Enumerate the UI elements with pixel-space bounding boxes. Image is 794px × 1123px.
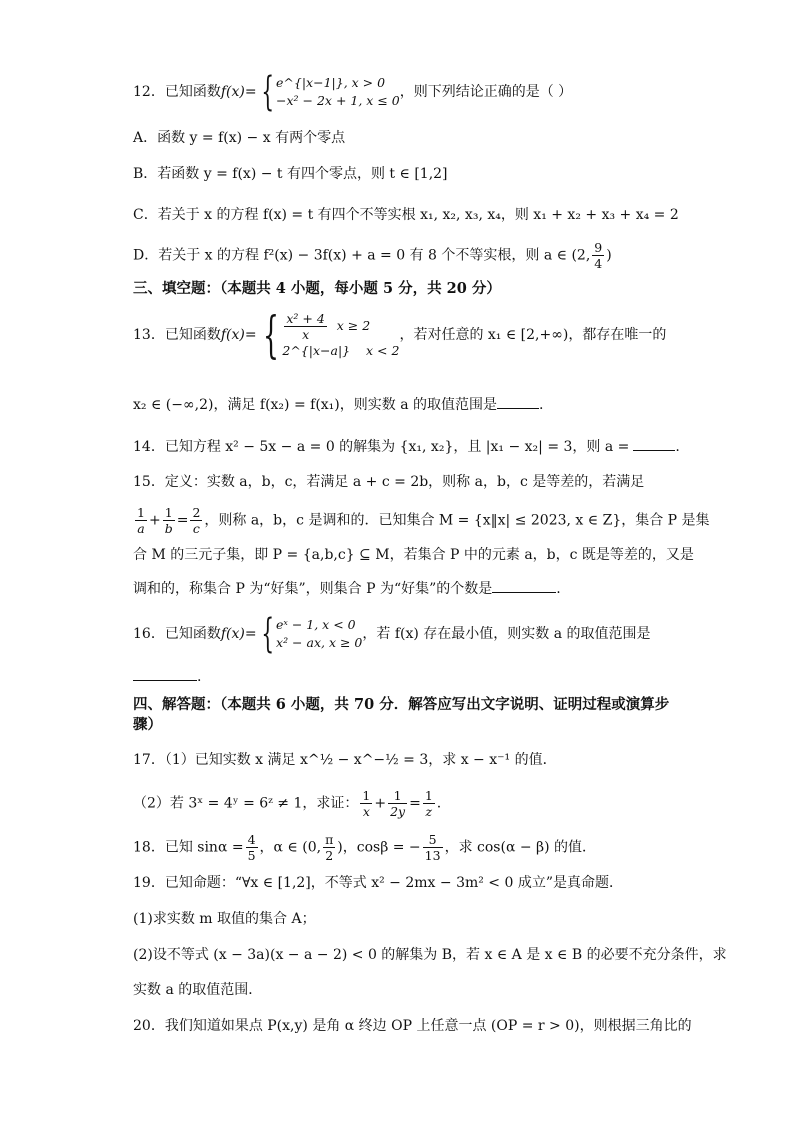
q15-frac-1a [135, 505, 147, 536]
q14-text: 14．已知方程 x² − 5x − a = 0 的解集为 {x₁, x₂}，且 |x₁ − x₂| = 3，则 a = [133, 439, 630, 455]
q16-func-name: f(x)= [220, 626, 257, 642]
q18-mid1: ，α ∈ (0, [259, 839, 322, 856]
q18-pi-num: π [325, 832, 334, 847]
q15-frac-2c-den: c [192, 521, 200, 536]
q18-sin-fraction [246, 832, 258, 863]
q15-frac-1b [163, 505, 175, 536]
q12-option-d-post: ) [606, 247, 612, 264]
q18-pi-fraction [323, 832, 335, 863]
q13-answer-blank[interactable] [497, 394, 539, 409]
q12-option-d [133, 240, 674, 271]
q13-func-name: f(x)= [220, 327, 257, 343]
q16-line2 [133, 666, 674, 687]
q17-frac-2y-num: 1 [388, 788, 407, 804]
q18-pre: 18．已知 sinα = [133, 839, 244, 856]
q13-cases [282, 311, 399, 360]
q18-pi-den: 2 [325, 848, 334, 863]
q13-case1 [282, 311, 399, 342]
q19-part1: (1)求实数 m 取值的集合 A； [133, 911, 316, 927]
q12-option-d-pre: D．若关于 x 的方程 f²(x) − 3f(x) + a = 0 有 8 个不等实根，则 a ∈ (2, [133, 247, 591, 264]
q17-frac-z [423, 788, 435, 819]
q12-stem-pre: 12．已知函数 [133, 84, 221, 100]
q12-stem-post: ，则下列结论正确的是（ ） [399, 84, 573, 100]
q13-stem [133, 306, 674, 364]
q12-option-c: C．若关于 x 的方程 f(x) = t 有四个不等实根 x₁, x₂, x₃, x₄，则 x₁ + x₂ + x₃ + x₄ = 2 [133, 207, 679, 223]
q18-cos-fraction [423, 832, 443, 863]
q19-part2-line2: 实数 a 的取值范围． [133, 982, 263, 998]
q15-frac-1b-den: b [164, 521, 173, 536]
q15-frac-1b-num: 1 [163, 505, 175, 521]
q15-line4 [133, 578, 674, 599]
q13-case1-fraction [284, 311, 326, 342]
q12-stem [133, 69, 674, 115]
q15-frac-1a-num: 1 [137, 505, 145, 520]
section-3-heading: 三、填空题：（本题共 4 小题，每小题 5 分，共 20 分） [133, 280, 501, 297]
q19-stem: 19．已知命题：“∀x ∈ [1,2]，不等式 x² − 2mx − 3m² < 0 成立”是真命题． [133, 875, 624, 891]
q17-part2: （2）若 3ˣ = 4ʸ = 6ᶻ ≠ 1，求证： $\frac{1}{x}$ + $\frac{1}{2y}$ = $\frac{1}{z}$ . [133, 788, 442, 819]
q15-line3: 合 M 的三元子集，即 P = {a,b,c} ⊆ M，若集合 P 中的元素 a，b，c 既是等差的，又是 [133, 547, 694, 563]
q12-case2: −x² − 2x + 1, x ≤ 0 [276, 93, 400, 108]
q13-case2-cond: x < 2 [366, 342, 400, 358]
q16-answer-blank[interactable] [133, 666, 197, 681]
q15-line2: $\frac{1}{a}$ + $\frac{1}{b}$ = $\frac{2}{c}$ ，则称 a，b，c 是调和的．已知集合 M = {x‖x| ≤ 2023, x ∈ Z}，集合 P 是集 [137, 505, 710, 536]
q17-part1: 17．（1）已知实数 x 满足 x^½ − x^−½ = 3，求 x − x⁻¹ 的值． [133, 752, 557, 768]
q12-case1: e^{|x−1|}, x > 0 [276, 75, 386, 90]
q12-brace: { [260, 69, 274, 115]
q18-sin-num: 4 [247, 832, 256, 847]
q13-case1-den: x [302, 326, 310, 342]
q15-line4-text: 调和的，称集合 P 为“好集”，则集合 P 为“好集”的个数是 [133, 581, 493, 597]
q17-frac-z-den: z [425, 804, 433, 819]
q17-frac-2y [388, 788, 407, 819]
q13-brace: { [262, 306, 279, 364]
q13-case2 [282, 342, 399, 360]
q14-answer-blank[interactable] [633, 436, 675, 451]
q19-part2-line1: (2)设不等式 (x − 3a)(x − a − 2) < 0 的解集为 B，若 x ∈ A 是 x ∈ B 的必要不充分条件，求 [133, 947, 727, 963]
q16-stem-post: ，若 f(x) 存在最小值，则实数 a 的取值范围是 [362, 626, 651, 642]
q15-frac-1a-den: a [137, 521, 145, 536]
q16-cases [276, 616, 362, 652]
q13-line2 [133, 394, 674, 415]
q13-stem-post: ，若对任意的 x₁ ∈ [2,+∞)，都存在唯一的 [399, 327, 667, 343]
q17-frac-x-den: x [362, 804, 370, 819]
q18-cos-den: 13 [424, 848, 441, 863]
q15-end: . [556, 581, 561, 597]
q13-case2-expr: 2^{|x−a|} [282, 342, 351, 358]
q12-cases [276, 74, 400, 110]
q13-case1-cond: x ≥ 2 [336, 317, 371, 333]
q17-frac-2y-den: 2y [390, 804, 406, 819]
q17-part2-pre: （2）若 3ˣ = 4ʸ = 6ᶻ ≠ 1，求证： [133, 795, 359, 812]
q15-frac-2c [190, 505, 202, 536]
q12-option-d-num: 9 [594, 240, 603, 255]
q13-end: . [539, 397, 544, 413]
q17-part2-end: . [436, 795, 442, 812]
q17-frac-x-num: 1 [362, 788, 371, 803]
q12-option-d-fraction [592, 240, 604, 271]
q14-stem [133, 436, 680, 457]
q18-cos-num: 5 [423, 832, 443, 848]
q15-frac-2c-num: 2 [192, 505, 201, 520]
q12-option-d-den: 4 [594, 256, 603, 271]
q12-option-b: B．若函数 y = f(x) − t 有四个零点，则 t ∈ [1,2] [133, 166, 448, 182]
q17-frac-x [360, 788, 372, 819]
q18-mid2: )，cosβ = − [337, 839, 421, 856]
q13-case1-num: x² + 4 [286, 310, 325, 326]
q15-answer-blank[interactable] [492, 578, 556, 593]
section-4-heading: 四、解答题：（本题共 6 小题，共 70 分．解答应写出文字说明、证明过程或演算步骤） [133, 696, 670, 733]
q20-stem: 20．我们知道如果点 P(x,y) 是角 α 终边 OP 上任意一点 (OP = r > 0)，则根据三角比的 [133, 1018, 692, 1034]
q16-case2: x² − ax, x ≥ 0 [276, 635, 363, 650]
q13-stem-pre: 13．已知函数 [133, 327, 221, 343]
q18-sin-den: 5 [247, 848, 256, 863]
q16-case1: eˣ − 1, x < 0 [276, 617, 356, 632]
q12-option-a: A．函数 y = f(x) − x 有两个零点 [133, 130, 346, 146]
q17-frac-z-num: 1 [424, 788, 433, 803]
q14-end: . [675, 439, 680, 455]
q16-end: . [197, 669, 202, 685]
q15-line1: 15．定义：实数 a，b，c，若满足 a + c = 2b，则称 a，b，c 是等差的，若满足 [133, 474, 645, 490]
q16-stem-pre: 16．已知函数 [133, 626, 221, 642]
q13-line2-text: x₂ ∈ (−∞,2)，满足 f(x₂) = f(x₁)，则实数 a 的取值范围是 [133, 397, 497, 413]
q16-brace: { [260, 611, 274, 657]
q18-post: ，求 cos(α − β) 的值． [444, 839, 597, 856]
q12-func-name: f(x)= [220, 84, 257, 100]
q16-stem [133, 611, 674, 657]
q15-line2-post: ，则称 a，b，c 是调和的．已知集合 M = {x‖x| ≤ 2023, x ∈ Z}，集合 P 是集 [204, 512, 710, 529]
q18-stem [133, 832, 674, 863]
